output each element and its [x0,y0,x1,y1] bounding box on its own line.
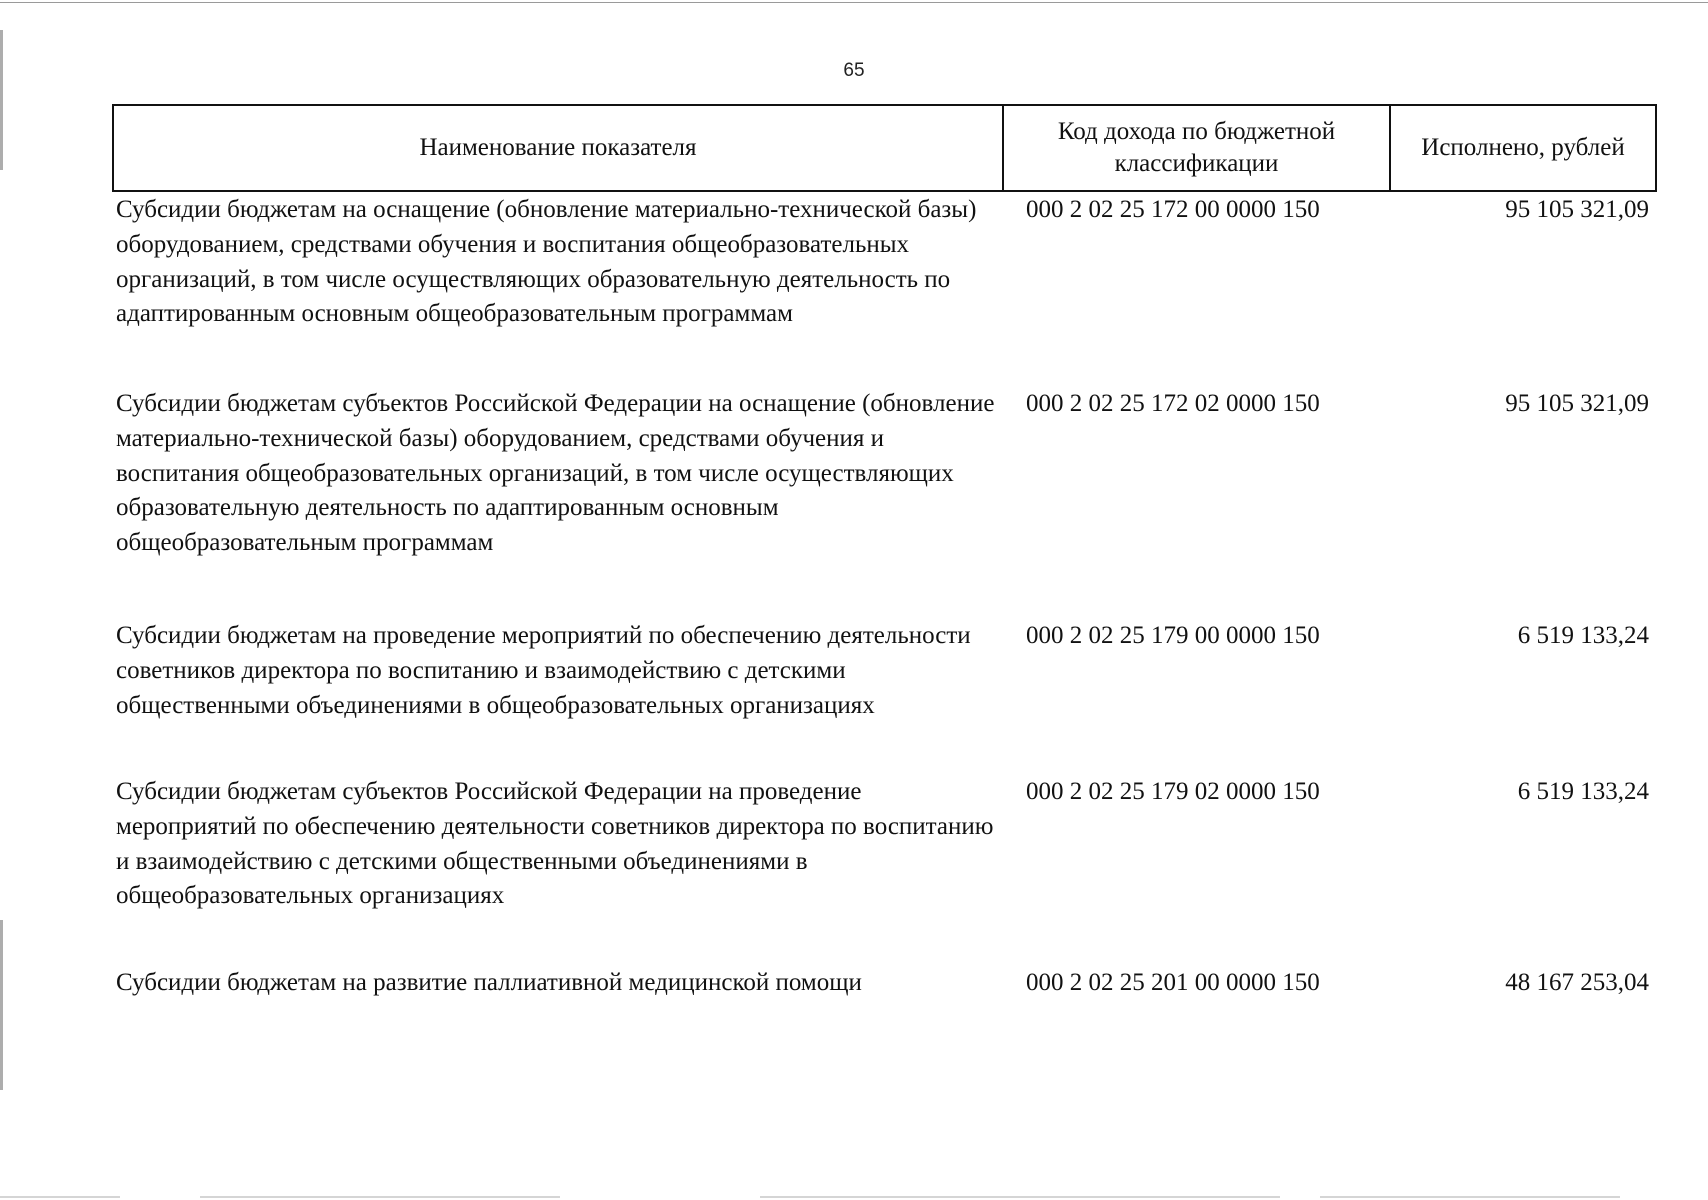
row-amount: 6 519 133,24 [1517,778,1649,805]
table-header [112,104,1657,192]
scan-noise [760,1196,1280,1198]
header-code: Код дохода по бюджетной классификации [1004,106,1391,190]
row-name: Субсидии бюджетам на развитие паллиативной медицинской помощи [116,969,862,996]
scan-edge-mark [0,30,3,170]
scan-noise [1320,1196,1620,1198]
row-amount: 95 105 321,09 [1505,196,1649,223]
row-name: Субсидии бюджетам на оснащение (обновление материально-технической базы) оборудованием, средствами обучения и воспитания общеобразовательных организаций, в том числе осуществляющих образовательную деятельность по адаптированным основным общеобразовательным программам [116,196,977,328]
row-code: 000 2 02 25 179 00 0000 150 [1026,622,1320,649]
row-code: 000 2 02 25 172 00 0000 150 [1026,196,1320,223]
row-amount: 6 519 133,24 [1517,622,1649,649]
scan-noise [200,1196,560,1198]
row-code: 000 2 02 25 172 02 0000 150 [1026,390,1320,417]
scan-edge-line [0,2,1708,3]
row-name: Субсидии бюджетам субъектов Российской Федерации на оснащение (обновление материально-технической базы) оборудованием, средствами обучения и воспитания общеобразовательных организаций, в том числе осуществляющих образовательную деятельность по адаптированным основным общеобразовательным программам [116,390,995,557]
row-name: Субсидии бюджетам на проведение мероприятий по обеспечению деятельности советников директора по воспитанию и взаимодействию с детскими общественными объединениями в общеобразовательных организациях [116,622,971,719]
row-name: Субсидии бюджетам субъектов Российской Федерации на проведение мероприятий по обеспечению деятельности советников директора по воспитанию и взаимодействию с детскими общественными объединениями в общеобразовательных организациях [116,778,994,910]
row-code: 000 2 02 25 201 00 0000 150 [1026,969,1320,996]
page-number: 65 [843,60,865,81]
scan-noise [0,1196,120,1198]
header-name: Наименование показателя [114,106,1004,190]
row-amount: 95 105 321,09 [1505,390,1649,417]
row-code: 000 2 02 25 179 02 0000 150 [1026,778,1320,805]
row-amount: 48 167 253,04 [1505,969,1649,996]
scan-edge-mark [0,920,3,1090]
header-amount: Исполнено, рублей [1421,134,1625,161]
